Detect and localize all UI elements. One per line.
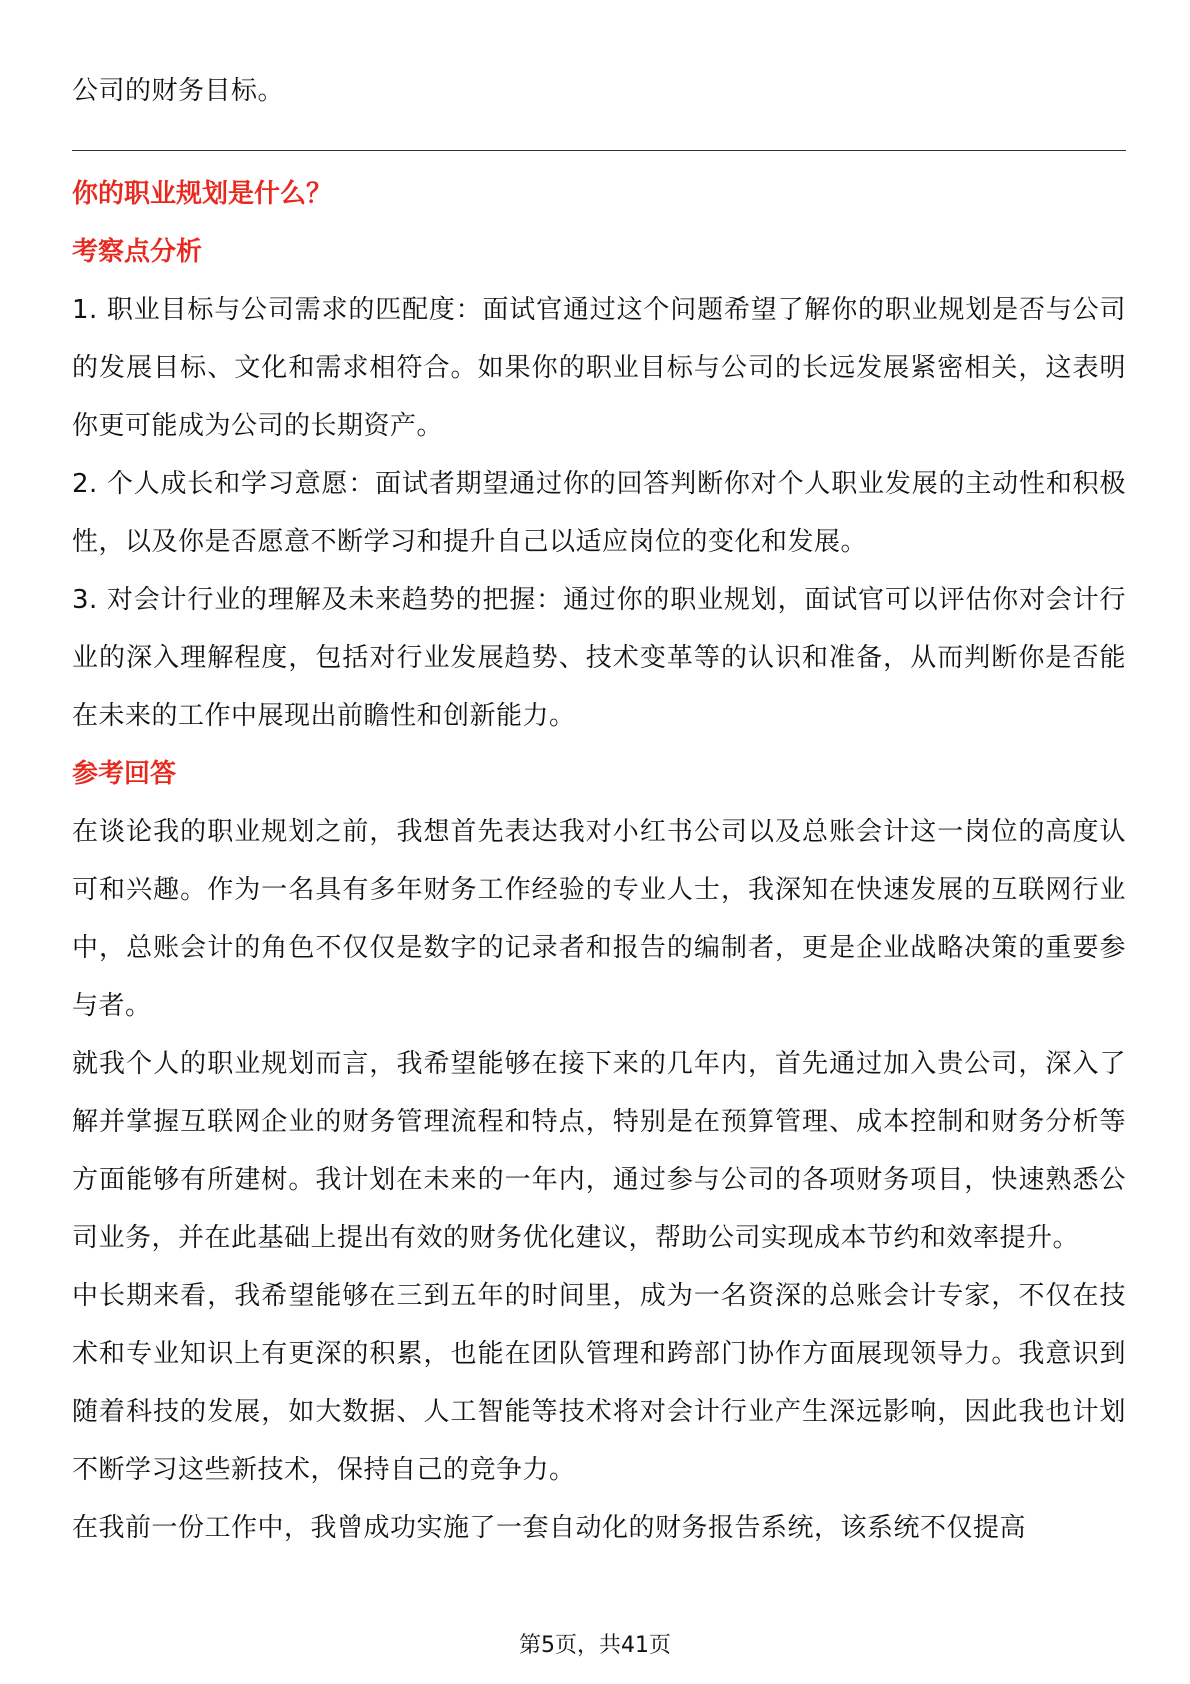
analysis-item: 2. 个人成长和学习意愿：面试者期望通过你的回答判断你对个人职业发展的主动性和积极性，以及你是否愿意不断学习和提升自己以适应岗位的变化和发展。	[72, 469, 1126, 557]
divider	[72, 150, 1126, 151]
lead-text: 公司的财务目标。	[72, 76, 285, 106]
answer-heading: 参考回答	[72, 759, 177, 789]
analysis-item: 3. 对会计行业的理解及未来趋势的把握：通过你的职业规划，面试官可以评估你对会计行业的深入理解程度，包括对行业发展趋势、技术变革等的认识和准备，从而判断你是否能在未来的工作中展现出前瞻性和创新能力。	[72, 585, 1126, 731]
answer-paragraph: 就我个人的职业规划而言，我希望能够在接下来的几年内，首先通过加入贵公司，深入了解并掌握互联网企业的财务管理流程和特点，特别是在预算管理、成本控制和财务分析等方面能够有所建树。我计划在未来的一年内，通过参与公司的各项财务项目，快速熟悉公司业务，并在此基础上提出有效的财务优化建议，帮助公司实现成本节约和效率提升。	[72, 1049, 1126, 1253]
answer-paragraph: 在谈论我的职业规划之前，我想首先表达我对小红书公司以及总账会计这一岗位的高度认可和兴趣。作为一名具有多年财务工作经验的专业人士，我深知在快速发展的互联网行业中，总账会计的角色不仅仅是数字的记录者和报告的编制者，更是企业战略决策的重要参与者。	[72, 817, 1126, 1021]
analysis-item: 1. 职业目标与公司需求的匹配度：面试官通过这个问题希望了解你的职业规划是否与公司的发展目标、文化和需求相符合。如果你的职业目标与公司的长远发展紧密相关，这表明你更可能成为公司的长期资产。	[72, 295, 1126, 441]
question-heading: 你的职业规划是什么？	[72, 179, 333, 209]
page-number: 第5页，共41页	[519, 1633, 671, 1658]
analysis-heading: 考察点分析	[72, 237, 203, 267]
answer-paragraph: 在我前一份工作中，我曾成功实施了一套自动化的财务报告系统，该系统不仅提高	[72, 1513, 1027, 1543]
answer-paragraph: 中长期来看，我希望能够在三到五年的时间里，成为一名资深的总账会计专家，不仅在技术和专业知识上有更深的积累，也能在团队管理和跨部门协作方面展现领导力。我意识到随着科技的发展，如大数据、人工智能等技术将对会计行业产生深远影响，因此我也计划不断学习这些新技术，保持自己的竞争力。	[72, 1281, 1126, 1485]
document-page	[72, 0, 1126, 1557]
